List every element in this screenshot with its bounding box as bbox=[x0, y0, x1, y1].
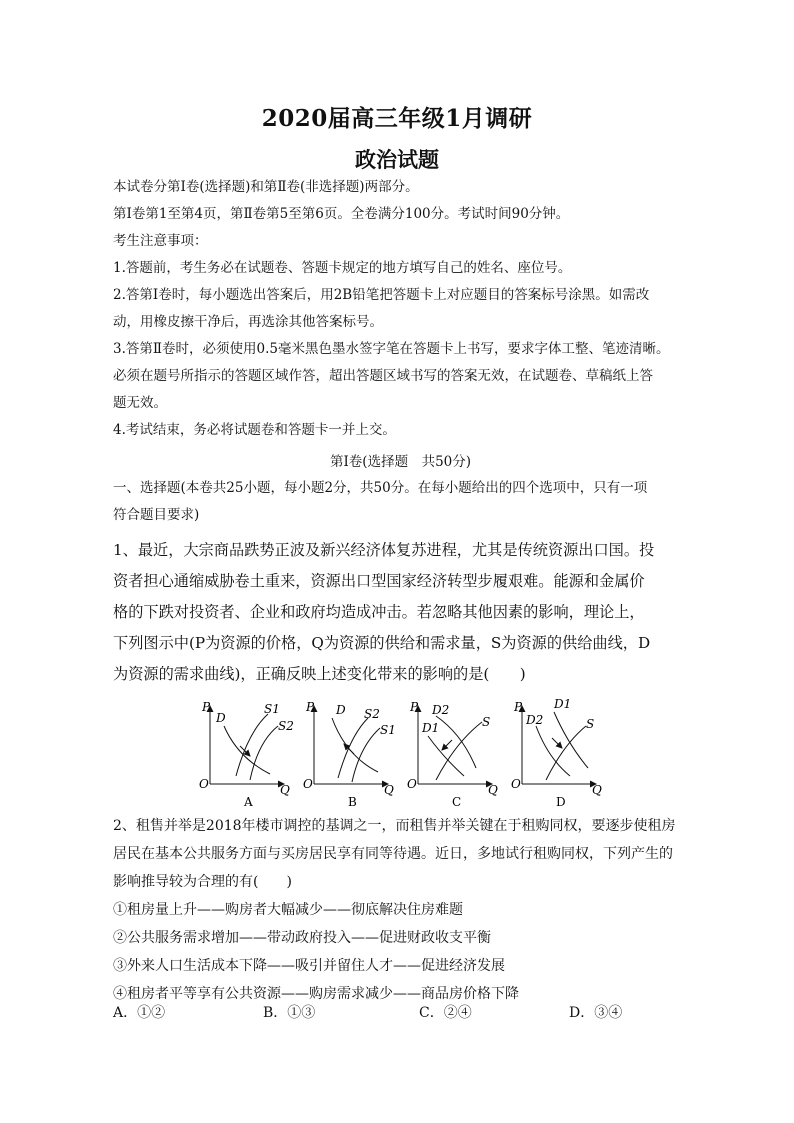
section-intro-line: 一、选择题(本卷共25小题，每小题2分，共50分。在每小题给出的四个选项中，只有一项 bbox=[113, 480, 648, 496]
exam-title: 2020届高三年级1月调研 bbox=[261, 105, 533, 132]
section-intro-line: 符合题目要求) bbox=[113, 507, 200, 523]
option-b: B．①③ bbox=[263, 1005, 316, 1021]
instruction-line: 考生注意事项： bbox=[113, 233, 208, 249]
instruction-line: 第Ⅰ卷第1至第4页，第Ⅱ卷第5至第6页。全卷满分100分。考试时间90分钟。 bbox=[113, 206, 570, 222]
option-a: A．①② bbox=[113, 1005, 166, 1021]
graph-c bbox=[407, 700, 498, 809]
origin-label: O bbox=[303, 777, 313, 791]
question-1-line: 下列图示中(P为资源的价格，Q为资源的供给和需求量，S为资源的供给曲线，D bbox=[113, 634, 651, 652]
exam-subtitle: 政治试题 bbox=[355, 147, 439, 172]
demand-label: D bbox=[216, 711, 226, 725]
question-2-options bbox=[113, 1002, 688, 1030]
supply-label-2: S2 bbox=[364, 707, 380, 721]
instructions bbox=[113, 174, 688, 444]
demand-label-1: D1 bbox=[554, 697, 572, 711]
question-1-line: 1、最近，大宗商品跌势正波及新兴经济体复苏进程，尤其是传统资源出口国。投 bbox=[113, 541, 655, 559]
graph-b bbox=[303, 700, 396, 809]
question-2 bbox=[113, 812, 688, 1008]
question-2-line: 2、租售并举是2018年楼市调控的基调之一，而租售并举关键在于租购同权，要逐步使租房 bbox=[113, 818, 676, 834]
origin-label: O bbox=[511, 777, 521, 791]
axis-p-label: P bbox=[410, 700, 419, 714]
question-1-line: 为资源的需求曲线)，正确反映上述变化带来的影响的是( ) bbox=[113, 665, 526, 683]
supply-label-1: S1 bbox=[264, 702, 280, 716]
demand-label-2: D2 bbox=[432, 703, 450, 717]
instruction-line: 4.考试结束，务必将试题卷和答题卡一并上交。 bbox=[113, 422, 396, 438]
instruction-line: 本试卷分第Ⅰ卷(选择题)和第Ⅱ卷(非选择题)两部分。 bbox=[113, 179, 419, 195]
supply-label-1: S1 bbox=[380, 723, 396, 737]
supply-label: S bbox=[586, 717, 595, 731]
instruction-line: 1.答题前，考生务必在试题卷、答题卡规定的地方填写自己的姓名、座位号。 bbox=[113, 260, 572, 276]
option-d: D．③④ bbox=[569, 1005, 623, 1021]
option-c: C．②④ bbox=[419, 1005, 472, 1021]
graph-letter: A bbox=[244, 795, 253, 809]
axis-p-label: P bbox=[202, 700, 211, 714]
axis-q-label: Q bbox=[280, 783, 290, 797]
axis-q-label: Q bbox=[488, 783, 498, 797]
question-2-line: ④租房者平等享有公共资源——购房需求减少——商品房价格下降 bbox=[113, 986, 519, 1002]
graph-letter: D bbox=[556, 795, 566, 809]
instruction-line: 题无效。 bbox=[113, 395, 167, 411]
question-1-line: 格的下跌对投资者、企业和政府均造成冲击。若忽略其他因素的影响，理论上， bbox=[113, 603, 645, 621]
graph-letter: C bbox=[452, 795, 462, 809]
axis-q-label: Q bbox=[384, 783, 394, 797]
instruction-line: 2.答第Ⅰ卷时，每小题选出答案后，用2B铅笔把答题卡上对应题目的答案标号涂黑。如需改 bbox=[113, 287, 650, 303]
question-2-line: ①租房量上升——购房者大幅减少——彻底解决住房难题 bbox=[113, 902, 463, 918]
question-2-line: 居民在基本公共服务方面与买房居民享有同等待遇。近日，多地试行租购同权，下列产生的 bbox=[113, 846, 673, 862]
section-heading: 第Ⅰ卷(选择题 共50分) bbox=[329, 454, 472, 470]
question-2-line: 影响推导较为合理的有( ) bbox=[113, 874, 292, 890]
graph-a bbox=[199, 700, 294, 809]
origin-label: O bbox=[199, 777, 209, 791]
axis-p-label: P bbox=[306, 700, 315, 714]
graph-d bbox=[511, 697, 602, 809]
axis-q-label: Q bbox=[592, 783, 602, 797]
demand-label-2: D2 bbox=[526, 713, 544, 727]
origin-label: O bbox=[407, 777, 417, 791]
instruction-line: 动，用橡皮擦干净后，再选涂其他答案标号。 bbox=[113, 314, 383, 330]
instruction-line: 必须在题号所指示的答题区域作答，超出答题区域书写的答案无效，在试题卷、草稿纸上答 bbox=[113, 368, 653, 384]
supply-demand-graphs bbox=[190, 696, 620, 810]
instruction-line: 3.答第Ⅱ卷时，必须使用0.5毫米黑色墨水签字笔在答题卡上书写，要求字体工整、笔迹清晰。 bbox=[113, 341, 670, 357]
demand-label: D bbox=[336, 703, 346, 717]
supply-label: S bbox=[482, 715, 491, 729]
question-1 bbox=[113, 535, 688, 690]
section-intro bbox=[113, 475, 688, 529]
question-2-line: ③外来人口生活成本下降——吸引并留住人才——促进经济发展 bbox=[113, 958, 505, 974]
question-1-line: 资者担心通缩威胁卷土重来，资源出口型国家经济转型步履艰难。能源和金属价 bbox=[113, 572, 645, 590]
supply-label-2: S2 bbox=[278, 719, 294, 733]
axis-p-label: P bbox=[514, 700, 523, 714]
graph-letter: B bbox=[348, 795, 357, 809]
demand-label-1: D1 bbox=[422, 721, 440, 735]
question-2-line: ②公共服务需求增加——带动政府投入——促进财政收支平衡 bbox=[113, 930, 491, 946]
